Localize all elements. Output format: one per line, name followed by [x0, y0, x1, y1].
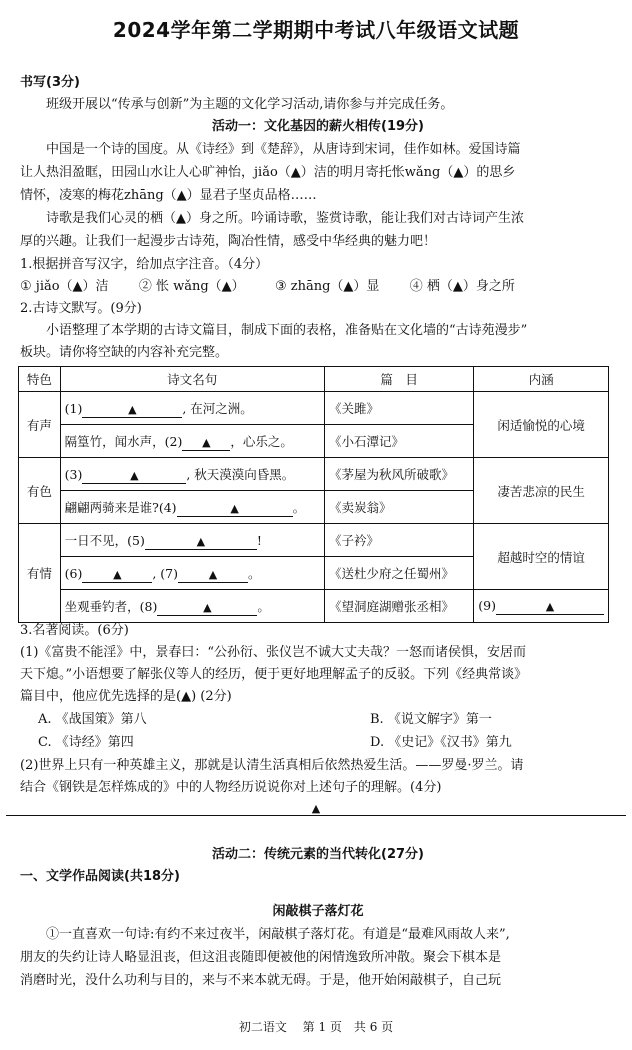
answer-blank-1[interactable]: ▲ — [82, 402, 182, 418]
q2-desc: 板块。请你将空缺的内容补充完整。 — [20, 345, 229, 360]
q1-item-2: ② 怅 wǎng（▲） — [138, 279, 245, 294]
meaning-cell: 超越时空的情谊 — [474, 524, 609, 590]
passage-line: 情怀，凌寒的梅花zhāng（▲）显君子坚贞品格…… — [20, 188, 317, 203]
q1-item-3: ③ zhāng（▲）显 — [274, 279, 380, 294]
article-line: ①一直喜欢一句诗:有约不来过夜半，闲敲棋子落灯花。有道是“最难风雨故人来”, — [46, 927, 510, 942]
passage-line: 让人热泪盈眶，田园山水让人心旷神怡，jiǎo（▲）洁的明月寄托怅wǎng（▲）的思乡 — [20, 165, 516, 180]
q1-items — [20, 278, 616, 296]
activity2-title: 活动二：传统元素的当代转化(27分) — [212, 847, 424, 862]
q2-stem: 2.古诗文默写。(9分) — [20, 301, 142, 316]
answer-blank-7[interactable]: ▲ — [178, 567, 248, 583]
work-cell: 《子衿》 — [324, 524, 473, 557]
verse-cell: (6) ▲ , (7) ▲ 。 — [60, 557, 324, 590]
answer-blank-3[interactable]: ▲ — [82, 468, 186, 484]
table-header: 特色 — [19, 367, 61, 392]
passage-line: 中国是一个诗的国度。从《诗经》到《楚辞》，从唐诗到宋词，佳作如林。爱国诗篇 — [46, 142, 521, 157]
answer-blank-9[interactable]: ▲ — [496, 599, 604, 615]
writing-score-label: 书写(3分) — [20, 75, 80, 90]
q1-item-4: ④ 栖（▲）身之所 — [409, 279, 515, 294]
table-row — [19, 590, 609, 623]
q3-passage-line: (1)《富贵不能淫》中，景春曰：“公孙衍、张仪岂不诚大丈夫哉？一怒而诸侯惧，安居而 — [20, 645, 527, 660]
verse-cell: 翩翩两骑来是谁?(4) ▲ 。 — [60, 491, 324, 524]
answer-blank-2[interactable]: ▲ — [182, 435, 230, 451]
exam-title: 2024学年第二学期期中考试八年级语文试题 — [112, 18, 520, 42]
passage-line: 厚的兴趣。让我们一起漫步古诗苑，陶冶性情，感受中华经典的魅力吧！ — [20, 234, 437, 249]
option-c[interactable]: C. 《诗经》第四 — [38, 735, 134, 750]
option-a[interactable]: A. 《战国策》第八 — [38, 712, 147, 727]
verse-cell: (3) ▲ , 秋天漠漠向昏黑。 — [60, 458, 324, 491]
activity1-title: 活动一：文化基因的薪火相传(19分) — [212, 119, 424, 134]
answer-marker: ▲ — [311, 802, 321, 815]
poem-table — [18, 366, 609, 623]
q2-desc: 小语整理了本学期的古诗文篇目，制成下面的表格，准备贴在文化墙的“古诗苑漫步” — [46, 323, 528, 338]
q3-passage-line: (2)世界上只有一种英雄主义，那就是认清生活真相后依然热爱生活。——罗曼·罗兰。请 — [20, 758, 524, 773]
verse-cell: (1) ▲ , 在河之洲。 — [60, 392, 324, 425]
task-intro: 班级开展以“传承与创新”为主题的文化学习活动,请你参与并完成任务。 — [46, 97, 454, 112]
passage-line: 诗歌是我们心灵的栖（▲）身之所。吟诵诗歌，鉴赏诗歌，能让我们对古诗词产生浓 — [46, 211, 524, 226]
article-title: 闲敲棋子落灯花 — [272, 904, 364, 919]
page-footer: 初二语文 第 1 页 共 6 页 — [238, 1020, 394, 1034]
divider-line — [6, 815, 626, 816]
q1-item-1: ① jiǎo（▲）洁 — [20, 279, 109, 294]
q1-stem: 1.根据拼音写汉字，给加点字注音。（4分） — [20, 257, 269, 272]
meaning-cell: 闲适愉悦的心境 — [474, 392, 609, 458]
work-cell: 《送杜少府之任蜀州》 — [324, 557, 473, 590]
table-row — [19, 524, 609, 557]
work-cell: 《卖炭翁》 — [324, 491, 473, 524]
feature-cell: 有色 — [19, 458, 61, 524]
table-header: 诗文名句 — [60, 367, 324, 392]
verse-cell: 坐观垂钓者，(8) ▲ 。 — [60, 590, 324, 623]
answer-blank-6[interactable]: ▲ — [82, 567, 152, 583]
table-row — [19, 392, 609, 425]
work-cell: 《望洞庭湖赠张丞相》 — [324, 590, 473, 623]
q3-passage-line: 天下熄。”小语想要了解张仪等人的经历，便于更好地理解孟子的反驳。下列《经典常谈》 — [20, 667, 528, 682]
answer-blank-8[interactable]: ▲ — [157, 600, 257, 616]
feature-cell: 有声 — [19, 392, 61, 458]
table-header: 内涵 — [474, 367, 609, 392]
q3-passage-line: 篇目中，他应优先选择的是(▲) (2分) — [20, 689, 232, 704]
answer-blank-5[interactable]: ▲ — [145, 534, 257, 550]
article-line: 朋友的失约让诗人略显沮丧，但这沮丧随即便被他的闲情逸致所冲散。聚会下棋本是 — [20, 950, 502, 965]
option-b[interactable]: B. 《说文解字》第一 — [370, 712, 492, 727]
option-d[interactable]: D. 《史记》《汉书》第九 — [370, 735, 512, 750]
table-row — [19, 458, 609, 491]
table-header-row — [19, 367, 609, 392]
verse-cell: 一日不见，(5) ▲ ! — [60, 524, 324, 557]
meaning-cell: 凄苦悲凉的民生 — [474, 458, 609, 524]
work-cell: 《小石潭记》 — [324, 425, 473, 458]
work-cell: 《茅屋为秋风所破歌》 — [324, 458, 473, 491]
meaning-cell: (9) ▲ — [474, 590, 609, 623]
verse-cell: 隔篁竹，闻水声，(2) ▲ ，心乐之。 — [60, 425, 324, 458]
section1-title: 一、文学作品阅读(共18分) — [20, 869, 180, 884]
article-line: 消磨时光，没什么功利与目的，来与不来本就无碍。于是，他开始闲敲棋子，自己玩 — [20, 973, 502, 988]
q3-stem: 3.名著阅读。(6分) — [20, 623, 129, 638]
table-header: 篇 目 — [324, 367, 473, 392]
q3-passage-line: 结合《钢铁是怎样炼成的》中的人物经历说说你对上述句子的理解。(4分) — [20, 780, 442, 795]
feature-cell: 有情 — [19, 524, 61, 623]
answer-blank-4[interactable]: ▲ — [177, 501, 293, 517]
work-cell: 《关雎》 — [324, 392, 473, 425]
